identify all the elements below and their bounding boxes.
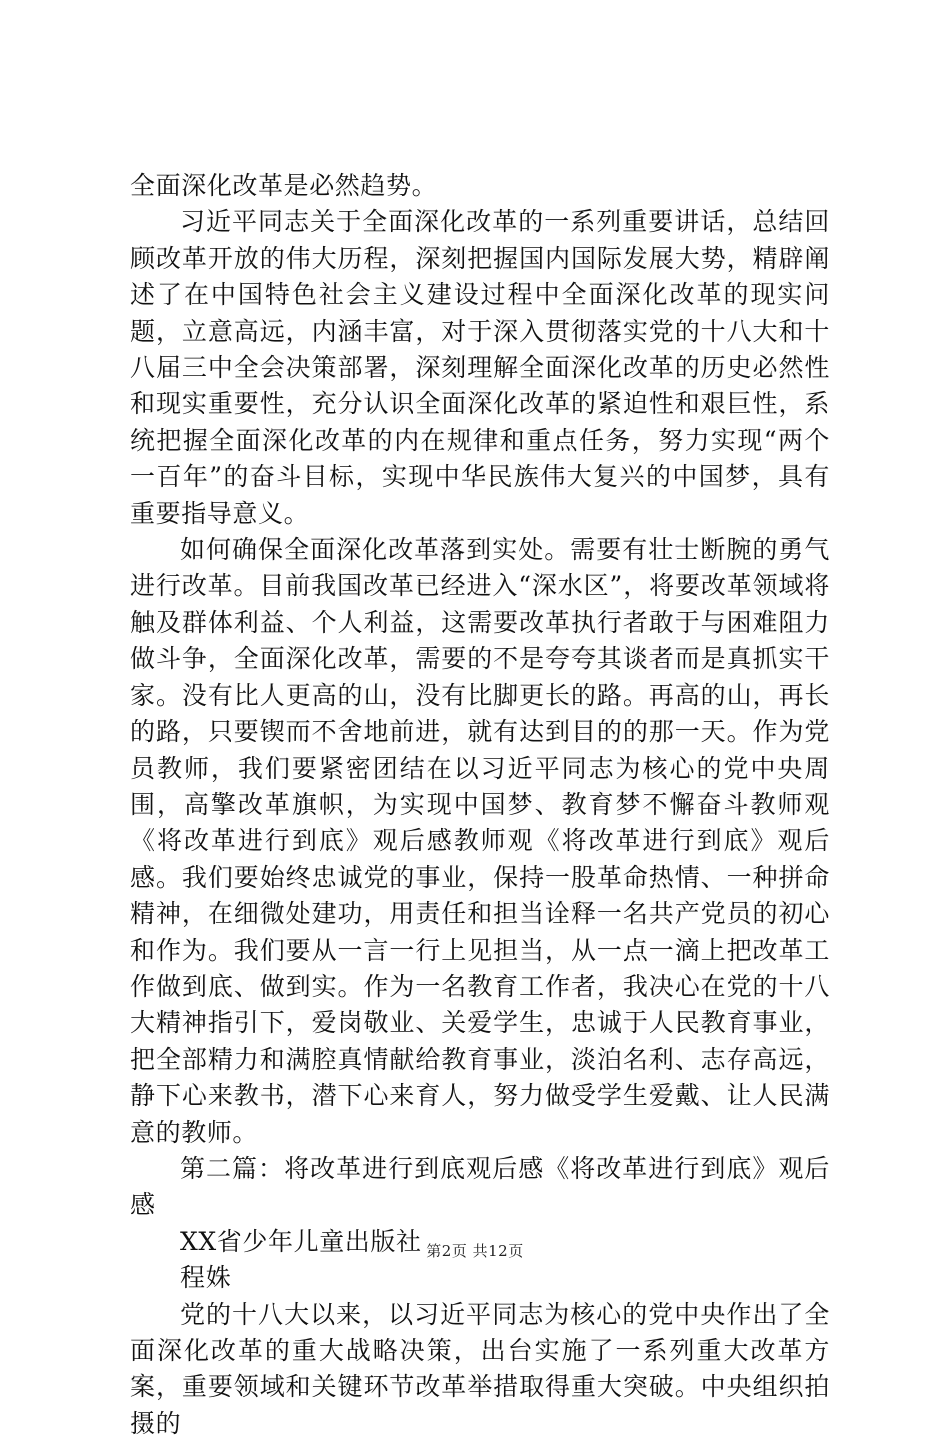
section-heading-part-two: 第二篇：将改革进行到底观后感《将改革进行到底》观后感: [130, 1153, 830, 1220]
paragraph-continuation: 全面深化改革是必然趋势。: [130, 171, 438, 200]
paragraph-reform-implementation: 如何确保全面深化改革落到实处。需要有壮士断腕的勇气进行改革。目前我国改革已经进入“深水区”，将要改革领域将触及群体利益、个人利益，这需要改革执行者敢于与困难阻力做斗争，全面深化改革，需要的不是夸夸其谈者而是真抓实干家。没有比人更高的山，没有比脚更长的路。再高的山，再长的路，只要锲而不舍地前进，就有达到目的的那一天。作为党员教师，我们要紧密团结在以习近平同志为核心的党中央周围，高擎改革旗帜，为实现中国梦、教育梦不懈奋斗教师观《将改革进行到底》观后感教师观《将改革进行到底》观后感。我们要始终忠诚党的事业，保持一股革命热情、一种拼命精神，在细微处建功，用责任和担当诠释一名共产党员的初心和作为。我们要从一言一行上见担当，从一点一滴上把改革工作做到底、做到实。作为一名教育工作者，我决心在党的十八大精神指引下，爱岗敬业、关爱学生，忠诚于人民教育事业，把全部精力和满腔真情献给教育事业，淡泊名利、志存高远，静下心来教书，潜下心来育人，努力做受学生爱戴、让人民满意的教师。: [130, 535, 830, 1147]
author-name: 程姝: [180, 1263, 232, 1293]
paragraph-part-two-intro: 党的十八大以来，以习近平同志为核心的党中央作出了全面深化改革的重大战略决策，出台实施了一系列重大改革方案，重要领域和关键环节改革举措取得重大突破。中央组织拍摄的: [130, 1299, 830, 1438]
page-footer: [0, 1241, 950, 1261]
paragraph-speech-summary: 习近平同志关于全面深化改革的一系列重要讲话，总结回顾改革开放的伟大历程，深刻把握国内国际发展大势，精辟阐述了在中国特色社会主义建设过程中全面深化改革的现实问题，立意高远，内涵丰富，对于深入贯彻落实党的十八大和十八届三中全会决策部署，深刻理解全面深化改革的历史必然性和现实重要性，充分认识全面深化改革的紧迫性和艰巨性，系统把握全面深化改革的内在规律和重点任务，努力实现“两个一百年”的奋斗目标，实现中华民族伟大复兴的中国梦，具有重要指导意义。: [130, 207, 830, 528]
page-number-label: 第2页 共12页: [426, 1242, 524, 1260]
author-organization: XX省少年儿童出版社: [180, 1226, 422, 1256]
